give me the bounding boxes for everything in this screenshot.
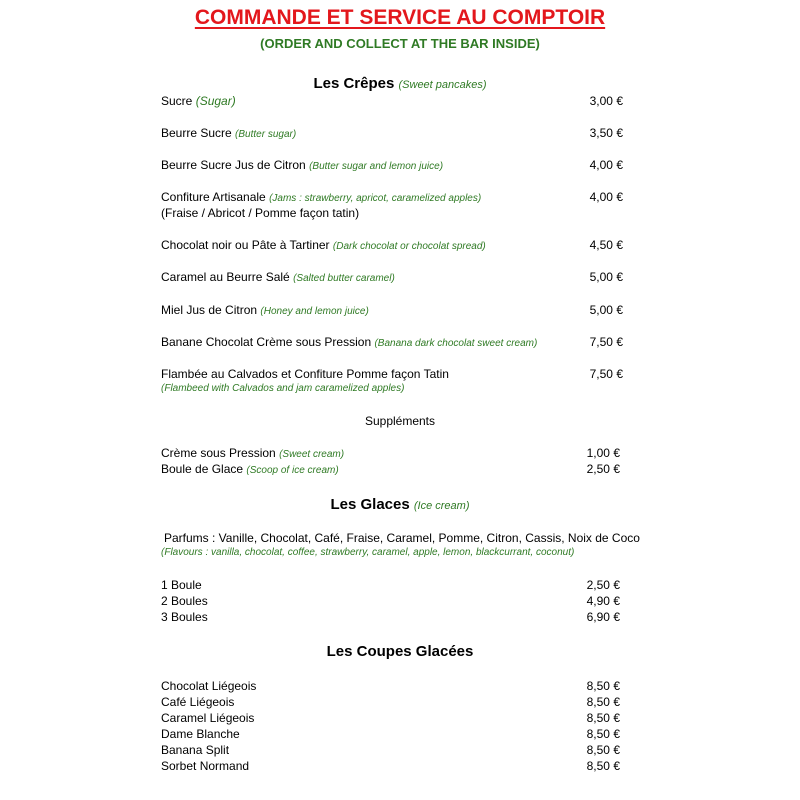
item-name: Dame Blanche (161, 727, 240, 741)
item-translation: (Sugar) (195, 94, 236, 108)
menu-item (161, 190, 481, 204)
item-price: 8,50 € (586, 695, 620, 709)
item-name: 2 Boules (161, 594, 208, 608)
flavours-translation: (Flavours : vanilla, chocolat, coffee, strawberry, caramel, apple, lemon, blackcurrant, coconut) (161, 547, 575, 558)
item-name: Beurre Sucre Jus de Citron (161, 158, 306, 172)
item-translation: (Butter sugar and lemon juice) (309, 161, 444, 172)
item-name: 3 Boules (161, 610, 208, 624)
item-subtext: (Fraise / Abricot / Pomme façon tatin) (161, 206, 360, 220)
item-name: Banane Chocolat Crème sous Pression (161, 335, 372, 349)
item-price: 3,50 € (589, 126, 623, 140)
section-coupes-heading: Les Coupes Glacées (326, 643, 474, 660)
item-name: Miel Jus de Citron (161, 303, 258, 317)
item-price: 2,50 € (586, 462, 620, 476)
menu-item (161, 303, 369, 317)
menu-item (161, 446, 344, 460)
item-price: 4,50 € (589, 238, 623, 252)
item-translation: (Honey and lemon juice) (260, 306, 369, 317)
item-price: 3,00 € (589, 94, 623, 108)
item-translation: (Banana dark chocolat sweet cream) (374, 338, 538, 349)
item-price: 4,90 € (586, 594, 620, 608)
item-price: 5,00 € (589, 270, 623, 284)
item-name: Café Liégeois (161, 695, 235, 709)
item-price: 7,50 € (589, 367, 623, 381)
item-name: Beurre Sucre (161, 126, 232, 140)
item-price: 4,00 € (589, 190, 623, 204)
item-name: Confiture Artisanale (161, 190, 266, 204)
item-name: Sucre (161, 94, 193, 108)
supplements-heading: Suppléments (364, 414, 436, 428)
item-name: Chocolat Liégeois (161, 679, 257, 693)
menu-item (161, 238, 486, 252)
menu-item (161, 462, 339, 476)
item-price: 8,50 € (586, 743, 620, 757)
item-price: 8,50 € (586, 727, 620, 741)
item-price: 7,50 € (589, 335, 623, 349)
item-name: Flambée au Calvados et Confiture Pomme façon Tatin (161, 367, 449, 381)
menu-item (161, 126, 296, 140)
section-translation: (Sweet pancakes) (398, 79, 487, 91)
item-price: 5,00 € (589, 303, 623, 317)
item-price: 2,50 € (586, 578, 620, 592)
item-name: Banana Split (161, 743, 230, 757)
flavours-list: Parfums : Vanille, Chocolat, Café, Fraise, Caramel, Pomme, Citron, Cassis, Noix de Coco (164, 531, 640, 545)
section-glaces-heading (0, 496, 800, 513)
item-name: Caramel Liégeois (161, 711, 255, 725)
item-translation: (Scoop of ice cream) (246, 465, 339, 476)
section-title: Les Glaces (330, 496, 410, 513)
menu-item (161, 270, 395, 284)
menu-title: COMMANDE ET SERVICE AU COMPTOIR (194, 6, 606, 29)
item-name: 1 Boule (161, 578, 202, 592)
item-translation: (Salted butter caramel) (293, 273, 395, 284)
item-name: Chocolat noir ou Pâte à Tartiner (161, 238, 330, 252)
item-name: Caramel au Beurre Salé (161, 270, 290, 284)
item-price: 1,00 € (586, 446, 620, 460)
item-price: 8,50 € (586, 759, 620, 773)
item-translation: (Sweet cream) (279, 449, 345, 460)
menu-item (161, 335, 537, 349)
item-name: Boule de Glace (161, 462, 244, 476)
item-translation: (Butter sugar) (235, 129, 297, 140)
item-name: Crème sous Pression (161, 446, 276, 460)
item-name: Sorbet Normand (161, 759, 250, 773)
section-crepes-heading (0, 75, 800, 92)
item-translation: (Jams : strawberry, apricot, caramelized apples) (269, 193, 482, 204)
item-price: 6,90 € (586, 610, 620, 624)
item-translation: (Flambeed with Calvados and jam caramelized apples) (161, 383, 405, 394)
item-price: 4,00 € (589, 158, 623, 172)
item-price: 8,50 € (586, 711, 620, 725)
section-title: Les Crêpes (313, 75, 395, 92)
menu-subtitle: (ORDER AND COLLECT AT THE BAR INSIDE) (260, 36, 540, 51)
menu-item (161, 94, 236, 108)
item-translation: (Dark chocolat or chocolat spread) (332, 241, 486, 252)
item-price: 8,50 € (586, 679, 620, 693)
section-translation: (Ice cream) (413, 500, 470, 512)
menu-item (161, 158, 443, 172)
